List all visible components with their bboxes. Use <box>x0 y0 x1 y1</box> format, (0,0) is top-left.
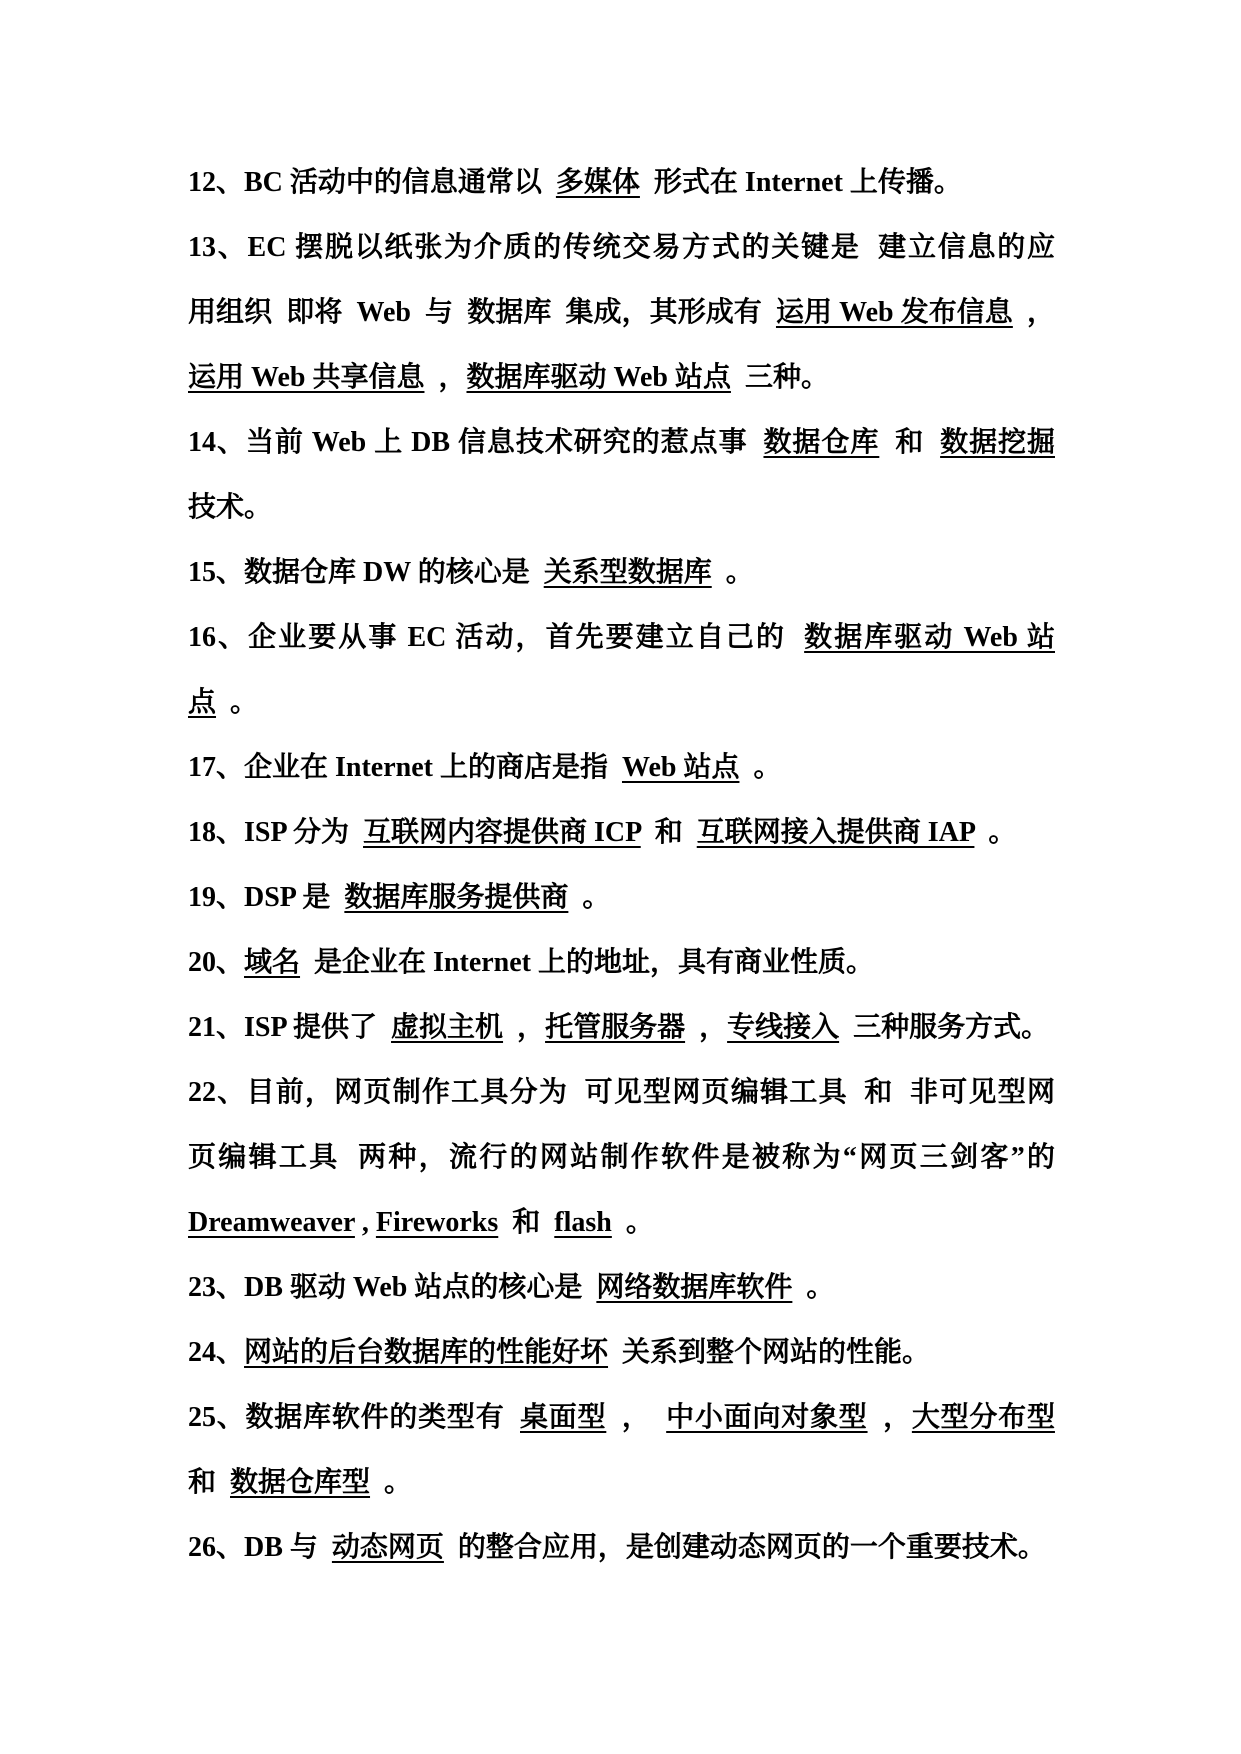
question-text: 。 <box>739 752 782 783</box>
question-item <box>188 865 1055 930</box>
question-text: 。 <box>611 1207 654 1238</box>
question-item <box>188 215 1055 410</box>
answer-blank: 运用 Web 发布信息 <box>775 297 1013 328</box>
question-text: 。 <box>216 687 259 718</box>
document-page-body <box>188 150 1055 1580</box>
question-line <box>188 1190 1055 1255</box>
question-text: 和 <box>498 1207 555 1238</box>
question-text: 21、ISP 提供了 <box>188 1012 392 1043</box>
question-line <box>188 1060 1055 1125</box>
question-text: 13、EC 摆脱以纸张为介质的传统交易方式的关键是 建立信息的应 <box>188 232 1055 263</box>
question-line <box>188 670 1055 735</box>
answer-blank: 数据库服务提供商 <box>344 882 569 913</box>
question-text: 。 <box>792 1272 835 1303</box>
answer-blank: 数据挖掘 <box>940 427 1055 458</box>
question-item <box>188 410 1055 540</box>
question-text: 12、BC 活动中的信息通常以 <box>188 167 556 198</box>
question-line <box>188 1515 1055 1580</box>
answer-blank: 运用 Web 共享信息 <box>188 362 425 393</box>
answer-blank: 点 <box>188 687 217 718</box>
question-text: 25、数据库软件的类型有 <box>188 1402 520 1433</box>
question-text: 是企业在 Internet 上的地址，具有商业性质。 <box>300 947 875 978</box>
question-item <box>188 930 1055 995</box>
answer-blank: 关系型数据库 <box>543 557 712 588</box>
question-line <box>188 1450 1055 1515</box>
question-line <box>188 800 1055 865</box>
question-line <box>188 1255 1055 1320</box>
answer-blank: 动态网页 <box>331 1532 444 1563</box>
question-text: 和 <box>640 817 697 848</box>
question-text: 。 <box>370 1467 413 1498</box>
question-line <box>188 1385 1055 1450</box>
question-line <box>188 345 1055 410</box>
question-text: 的整合应用，是创建动态网页的一个重要技术。 <box>443 1532 1046 1563</box>
answer-blank: 桌面型 <box>520 1402 607 1433</box>
answer-blank: 网络数据库软件 <box>596 1272 793 1303</box>
question-text: ， <box>867 1402 912 1433</box>
question-line <box>188 930 1055 995</box>
answer-blank: Web 站点 <box>621 752 740 783</box>
answer-blank: 数据库驱动 Web 站点 <box>466 362 731 393</box>
question-text: 和 <box>879 427 941 458</box>
question-text: 15、数据仓库 DW 的核心是 <box>188 557 544 588</box>
question-text: 。 <box>711 557 754 588</box>
question-line <box>188 735 1055 800</box>
question-line <box>188 995 1055 1060</box>
question-item <box>188 1515 1055 1580</box>
question-text: 17、企业在 Internet 上的商店是指 <box>188 752 622 783</box>
question-text: 形式在 Internet 上传播。 <box>639 167 962 198</box>
answer-blank: 中小面向对象型 <box>666 1402 868 1433</box>
question-text: 18、ISP 分为 <box>188 817 364 848</box>
question-item <box>188 1385 1055 1515</box>
question-text: ， <box>424 362 467 393</box>
answer-blank: flash <box>554 1207 612 1238</box>
answer-blank: 网站的后台数据库的性能好坏 <box>244 1337 609 1368</box>
question-text: 。 <box>974 817 1017 848</box>
question-line <box>188 475 1055 540</box>
question-text: 23、DB 驱动 Web 站点的核心是 <box>188 1272 597 1303</box>
question-line <box>188 1125 1055 1190</box>
question-line <box>188 605 1055 670</box>
question-text: 24、 <box>188 1337 245 1368</box>
question-item <box>188 1060 1055 1255</box>
answer-blank: Fireworks <box>375 1207 499 1238</box>
question-text: 22、目前，网页制作工具分为 可见型网页编辑工具 和 非可见型网 <box>188 1077 1055 1108</box>
answer-blank: 专线接入 <box>727 1012 840 1043</box>
question-line <box>188 410 1055 475</box>
question-text: 技术。 <box>188 492 273 523</box>
answer-blank: 多媒体 <box>555 167 640 198</box>
question-item <box>188 150 1055 215</box>
question-item <box>188 540 1055 605</box>
answer-blank: 数据仓库 <box>763 427 880 458</box>
answer-blank: 数据仓库型 <box>230 1467 371 1498</box>
answer-blank: 大型分布型 <box>911 1402 1055 1433</box>
question-text: ， <box>606 1402 667 1433</box>
question-line <box>188 215 1055 280</box>
question-line <box>188 280 1055 345</box>
question-line <box>188 1320 1055 1385</box>
question-line <box>188 865 1055 930</box>
question-text: ， <box>685 1012 728 1043</box>
question-text: 20、 <box>188 947 245 978</box>
question-text: 26、DB 与 <box>188 1532 332 1563</box>
question-item <box>188 1255 1055 1320</box>
answer-blank: 数据库驱动 Web 站 <box>804 622 1055 653</box>
answer-blank: 互联网接入提供商 IAP <box>696 817 975 848</box>
question-text: 三种。 <box>730 362 829 393</box>
answer-blank: 虚拟主机 <box>391 1012 504 1043</box>
question-text: 用组织 即将 Web 与 数据库 集成，其形成有 <box>188 297 776 328</box>
question-text: 和 <box>188 1467 231 1498</box>
question-text: 19、DSP 是 <box>188 882 345 913</box>
question-text: 。 <box>568 882 611 913</box>
question-text: 16、企业要从事 EC 活动，首先要建立自己的 <box>188 622 805 653</box>
answer-blank: 托管服务器 <box>545 1012 686 1043</box>
question-line <box>188 150 1055 215</box>
question-item <box>188 735 1055 800</box>
question-item <box>188 800 1055 865</box>
question-text: 三种服务方式。 <box>839 1012 1050 1043</box>
question-text: 页编辑工具 两种，流行的网站制作软件是被称为“网页三剑客”的 <box>188 1142 1055 1173</box>
question-line <box>188 540 1055 605</box>
question-item <box>188 1320 1055 1385</box>
answer-blank: 域名 <box>244 947 301 978</box>
question-text: ， <box>503 1012 546 1043</box>
answer-blank: Dreamweaver <box>188 1207 355 1238</box>
question-item <box>188 605 1055 735</box>
question-text: 14、当前 Web 上 DB 信息技术研究的惹点事 <box>188 427 764 458</box>
answer-blank: 互联网内容提供商 ICP <box>363 817 641 848</box>
question-text: , <box>354 1207 376 1238</box>
question-text: 关系到整个网站的性能。 <box>608 1337 931 1368</box>
question-item <box>188 995 1055 1060</box>
question-text: ， <box>1012 297 1055 328</box>
